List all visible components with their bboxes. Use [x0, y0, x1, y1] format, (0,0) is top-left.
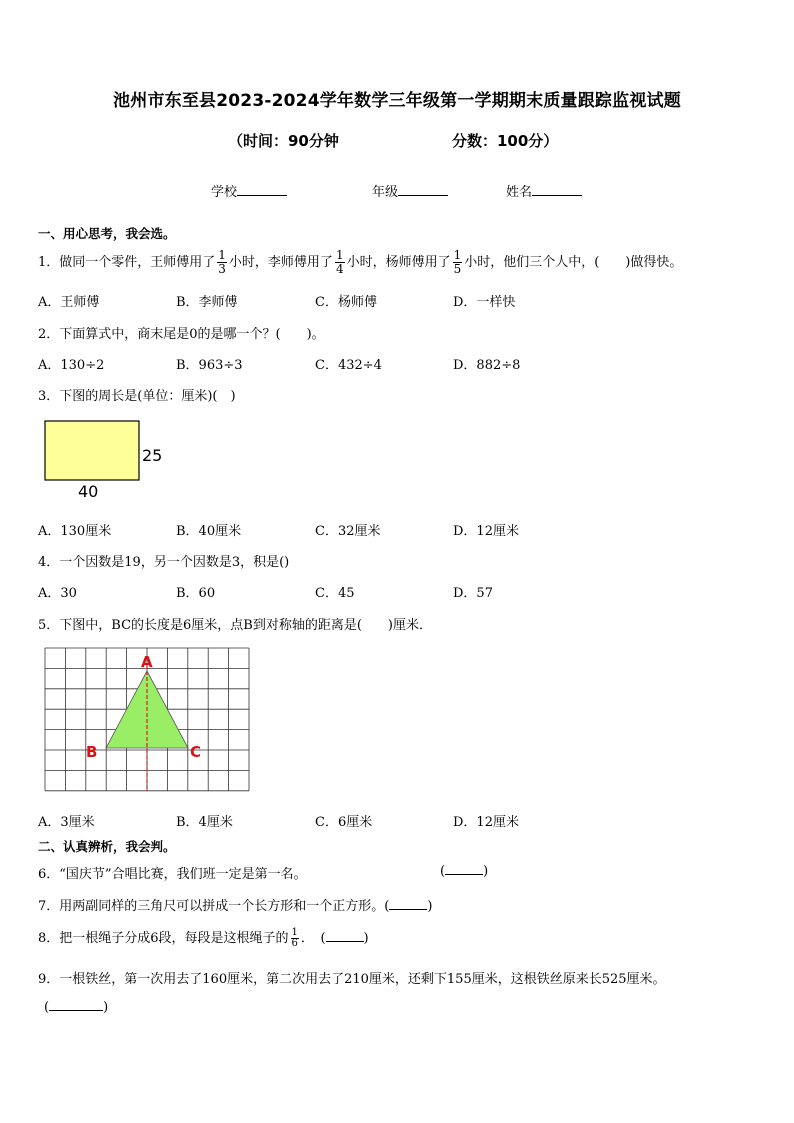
q7-paren-open: (: [384, 899, 390, 914]
school-blank[interactable]: [237, 183, 287, 196]
q1-option-b[interactable]: B．李师傅: [176, 295, 238, 310]
q4-option-c[interactable]: C．45: [315, 586, 355, 601]
q5-grid-figure: [40, 645, 252, 795]
name-label: 姓名: [506, 185, 533, 200]
q5-option-a[interactable]: A．3厘米: [38, 815, 95, 830]
q7-paren-close: ): [427, 899, 433, 914]
q5-option-b[interactable]: B．4厘米: [176, 815, 233, 830]
q3-option-d[interactable]: D．12厘米: [453, 524, 519, 539]
grade-blank[interactable]: [398, 183, 448, 196]
grade-field: [372, 181, 448, 200]
question-7: [38, 895, 432, 914]
q1-f1-den: 3: [218, 262, 226, 276]
question-1: [38, 248, 682, 278]
q8-paren-close: ): [363, 931, 369, 946]
question-3: 3．下图的周长是(单位：厘米)( ): [38, 389, 236, 404]
question-8: [38, 925, 369, 953]
q1-f1-num: 1: [218, 248, 226, 262]
name-field: [506, 181, 582, 200]
q8-fraction: [291, 928, 299, 949]
q1-f2-den: 4: [335, 262, 344, 276]
q2-option-b[interactable]: B．963÷3: [176, 358, 243, 373]
q4-option-b[interactable]: B．60: [176, 586, 216, 601]
q1-fraction-3: [453, 249, 463, 276]
q8-text: 8．把一根绳子分成6段，每段是这根绳子的: [38, 931, 289, 946]
q8-f-num: 1: [291, 927, 298, 938]
q5-option-d[interactable]: D．12厘米: [453, 815, 519, 830]
q9-paren-close: ): [103, 1000, 109, 1015]
q3-option-a[interactable]: A．130厘米: [38, 524, 112, 539]
q6-answer-blank[interactable]: [445, 863, 483, 875]
q4-option-d[interactable]: D．57: [453, 586, 493, 601]
page-title: 池州市东至县2023-2024学年数学三年级第一学期期末质量跟踪监视试题: [113, 91, 681, 111]
score-label: 分数：100分）: [452, 132, 559, 150]
q3-rectangle: [45, 421, 139, 480]
q5-label-a: A: [141, 653, 153, 671]
q1-part1: 1．做同一个零件，王师傅用了: [38, 255, 216, 270]
name-blank[interactable]: [532, 183, 582, 196]
q3-rectangle-figure: [40, 415, 180, 505]
q1-part4: 小时，他们三个人中，( )做得快。: [464, 255, 683, 270]
school-label: 学校: [211, 185, 238, 200]
school-field: [211, 181, 287, 200]
q8-paren-open: (: [320, 931, 326, 946]
q2-option-d[interactable]: D．882÷8: [453, 358, 521, 373]
q2-option-c[interactable]: C．432÷4: [315, 358, 382, 373]
q5-label-c: C: [190, 743, 202, 761]
q3-option-b[interactable]: B．40厘米: [176, 524, 242, 539]
q1-option-a[interactable]: A．王师傅: [38, 295, 100, 310]
grade-label: 年级: [372, 185, 399, 200]
time-label: （时间：90分钟: [228, 132, 339, 150]
q8-f-den: 6: [291, 938, 298, 949]
q2-option-a[interactable]: A．130÷2: [38, 358, 105, 373]
q1-fraction-1: [217, 249, 227, 276]
q6-answer[interactable]: [440, 863, 488, 879]
q1-f2-num: 1: [335, 248, 344, 262]
q8-tail: ．: [300, 931, 308, 946]
q4-option-a[interactable]: A．30: [38, 586, 77, 601]
q5-option-c[interactable]: C．6厘米: [315, 815, 373, 830]
q1-f3-num: 1: [453, 248, 462, 262]
q9-paren-open: (: [44, 1000, 50, 1015]
question-4: 4．一个因数是19，另一个因数是3，积是(): [38, 555, 290, 570]
question-6: 6．“国庆节”合唱比赛，我们班一定是第一名。: [38, 867, 307, 882]
q1-fraction-2: [335, 249, 345, 276]
q1-option-d[interactable]: D．一样快: [453, 295, 516, 310]
q7-answer-blank[interactable]: [389, 898, 427, 910]
question-9: 9．一根铁丝，第一次用去了160厘米，第二次用去了210厘米，还剩下155厘米，这根铁丝原来长525厘米。: [38, 972, 666, 987]
q7-text: 7．用两副同样的三角尺可以拼成一个长方形和一个正方形。: [38, 899, 385, 914]
q9-answer-blank[interactable]: [49, 999, 103, 1011]
q9-answer[interactable]: [44, 999, 108, 1015]
q8-answer-blank[interactable]: [326, 930, 364, 942]
q1-option-c[interactable]: C．杨师傅: [315, 295, 377, 310]
section1-heading: 一、用心思考，我会选。: [38, 226, 176, 241]
q1-part2: 小时，李师傅用了: [228, 255, 333, 270]
section2-heading: 二、认真辨析，我会判。: [38, 839, 176, 854]
q6-paren-open: (: [440, 864, 446, 879]
q1-part3: 小时，杨师傅用了: [346, 255, 451, 270]
q3-option-c[interactable]: C．32厘米: [315, 524, 381, 539]
q3-width-label: 40: [78, 482, 99, 501]
question-2: 2．下面算式中，商末尾是0的是哪一个？( )。: [38, 327, 325, 342]
q5-label-b: B: [86, 743, 98, 761]
q1-f3-den: 5: [453, 262, 462, 276]
q3-height-label: 25: [142, 446, 163, 465]
question-5: 5．下图中，BC的长度是6厘米，点B到对称轴的距离是( )厘米．: [38, 618, 432, 633]
q6-paren-close: ): [483, 864, 489, 879]
